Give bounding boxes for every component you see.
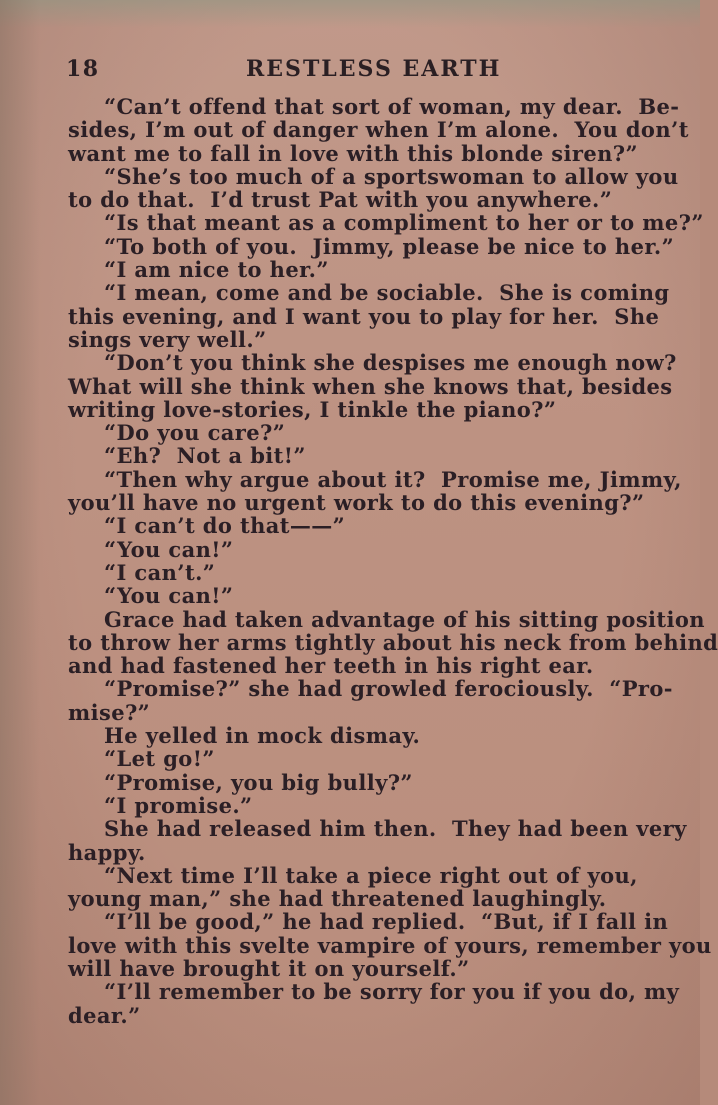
text-line: “I’ll be good,” he had replied. “But, if I fall in bbox=[104, 909, 669, 935]
text-line: “She’s too much of a sportswoman to allow you bbox=[104, 163, 679, 189]
text-line: “Eh? Not a bit!” bbox=[104, 443, 306, 469]
text-line: this evening, and I want you to play for her. She bbox=[68, 303, 660, 329]
text-line: “I’ll remember to be sorry for you if you do, my bbox=[104, 979, 680, 1005]
text-line: happy. bbox=[68, 839, 146, 865]
text-line: “Do you care?” bbox=[104, 420, 286, 446]
text-line: What will she think when she knows that, besides bbox=[68, 373, 673, 399]
text-line: to do that. I’d trust Pat with you anywhere.” bbox=[68, 187, 613, 213]
text-line: dear.” bbox=[68, 1002, 141, 1028]
text-line: want me to fall in love with this blonde siren?” bbox=[68, 140, 638, 166]
text-line: writing love-stories, I tinkle the piano?” bbox=[68, 396, 557, 422]
text-line: “I can’t do that——” bbox=[104, 513, 346, 539]
text-line: She had released him then. They had been very bbox=[104, 816, 687, 842]
text-line: will have brought it on yourself.” bbox=[68, 955, 470, 981]
text-line: mise?” bbox=[68, 699, 151, 725]
text-line: “I can’t.” bbox=[104, 559, 216, 585]
text-line: love with this svelte vampire of yours, remember you bbox=[68, 932, 712, 958]
page-top-edge bbox=[0, 0, 700, 28]
text-line: to throw her arms tightly about his neck from behind bbox=[68, 629, 718, 655]
text-line: “I promise.” bbox=[104, 792, 253, 818]
text-line: “Don’t you think she despises me enough now? bbox=[104, 350, 677, 376]
page-number: 18 bbox=[66, 56, 100, 82]
text-line: “Then why argue about it? Promise me, Jimmy, bbox=[104, 466, 682, 492]
text-line: He yelled in mock dismay. bbox=[104, 723, 421, 749]
text-line: “I am nice to her.” bbox=[104, 257, 329, 283]
text-line: and had fastened her teeth in his right ear. bbox=[68, 653, 594, 679]
page-left-edge bbox=[0, 0, 40, 1105]
text-line: “You can!” bbox=[104, 536, 234, 562]
text-line: “You can!” bbox=[104, 583, 234, 609]
text-line: “Next time I’ll take a piece right out of you, bbox=[104, 862, 638, 888]
text-line: “Is that meant as a compliment to her or to me?” bbox=[104, 210, 704, 236]
text-line: you’ll have no urgent work to do this evening?” bbox=[68, 490, 645, 516]
text-line: sides, I’m out of danger when I’m alone. You don’t bbox=[68, 117, 689, 143]
text-line: sings very well.” bbox=[68, 326, 267, 352]
text-line: “Can’t offend that sort of woman, my dear. Be- bbox=[104, 94, 680, 119]
text-line: “Promise, you big bully?” bbox=[104, 769, 413, 795]
text-line: “I mean, come and be sociable. She is coming bbox=[104, 280, 670, 306]
text-line: “To both of you. Jimmy, please be nice to her.” bbox=[104, 233, 675, 259]
running-head bbox=[66, 56, 646, 90]
text-line: Grace had taken advantage of his sitting position bbox=[104, 606, 705, 632]
book-title: RESTLESS EARTH bbox=[246, 56, 502, 82]
text-line: “Let go!” bbox=[104, 746, 215, 772]
body-text bbox=[68, 94, 718, 1028]
text-line: “Promise?” she had growled ferociously. “Pro- bbox=[104, 676, 673, 702]
text-line: young man,” she had threatened laughingly. bbox=[68, 886, 607, 912]
